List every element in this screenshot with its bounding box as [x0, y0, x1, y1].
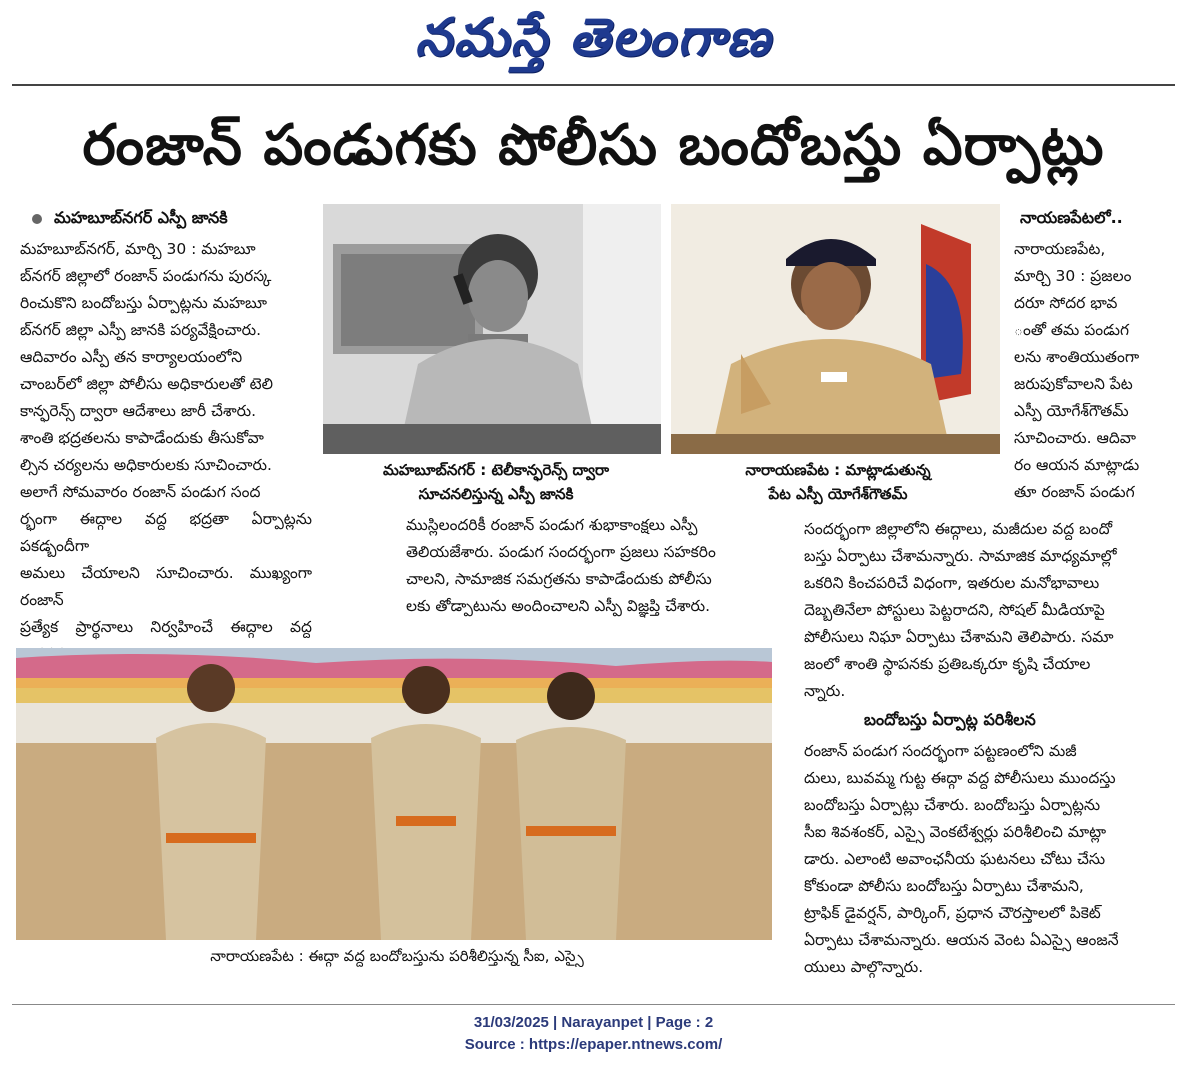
photo-caption-3: నారాయణపేట : ఈద్గా వద్ద బందోబస్తును పరిశీలిస్తున్న సీఐ, ఎస్సై: [210, 947, 584, 965]
text-line: బ్‌నగర్ జిల్లా ఎస్పీ జానకి పర్యవేక్షించారు.: [20, 321, 262, 339]
text-line: బందోబస్తు ఏర్పాట్లు చేశారు. బందోబస్తు ఏర్పాట్లను: [804, 796, 1101, 814]
sub-heading: బందోబస్తు ఏర్పాట్ల పరిశీలన: [864, 710, 1036, 729]
masthead-logo: నమస్తే తెలంగాణ: [415, 8, 772, 68]
article-column-1: [20, 236, 312, 636]
masthead-divider: [12, 84, 1175, 86]
text-line: సీఐ శివశంకర్, ఎస్సై వెంకటేశ్వర్లు పరిశీలించి మాట్లా: [804, 823, 1107, 841]
text-line: ల్సిన చర్యలను అధికారులకు సూచించారు.: [20, 456, 272, 474]
article-column-2: [406, 512, 766, 624]
text-line: చాలని, సామాజిక సమగ్రతను కాపాడేందుకు పోలీసు: [406, 570, 712, 588]
text-line: సందర్భంగా జిల్లాలోని ఈద్గాలు, మజీదుల వద్ద బందో: [804, 520, 1113, 538]
text-line: నారాయణపేట,: [1014, 240, 1106, 258]
text-line: దెబ్బతినేలా పోస్టులు పెట్టరాదని, సోషల్ మీడియాపై: [804, 601, 1105, 619]
caption-line: నారాయణపేట : మాట్లాడుతున్న: [745, 461, 931, 479]
article-column-3: [1014, 236, 1162, 508]
text-line: లను శాంతియుతంగా: [1014, 348, 1140, 366]
text-line: అలాగే సోమవారం రంజాన్ పండుగ సంద: [20, 483, 261, 501]
text-line: దులు, బువమ్మ గుట్ట ఈద్గా వద్ద పోలీసులు ముందస్తు: [804, 769, 1116, 787]
text-line: జరుపుకోవాలని పేట: [1014, 375, 1133, 393]
bullet-icon: [32, 214, 42, 224]
text-line: డారు. ఎలాంటి అవాంఛనీయ ఘటనలు చోటు చేసు: [804, 850, 1106, 868]
caption-line: మహబూబ్‌నగర్ : టెలీకాన్ఫరెన్స్ ద్వారా: [382, 461, 610, 479]
byline: [32, 208, 228, 231]
text-line: ఆదివారం ఎస్పీ తన కార్యాలయంలోని: [20, 348, 243, 366]
footer-date-page: 31/03/2025 | Narayanpet | Page : 2: [473, 1014, 714, 1031]
text-line: బస్తు ఏర్పాటు చేశామన్నారు. సామాజిక మాధ్యమాల్లో: [804, 547, 1117, 565]
footer-source: Source : https://epaper.ntnews.com/: [464, 1036, 723, 1053]
text-line: న్నారు.: [804, 682, 846, 700]
photo-sp-yogesh-goutham: [671, 204, 1000, 454]
text-line: ఏర్పాటు చేశామన్నారు. ఆయన వెంట ఏఎస్సై ఆంజనే: [804, 931, 1119, 949]
text-line: రించుకొని బందోబస్తు ఏర్పాట్లను మహబూ: [20, 294, 268, 312]
text-line: పోలీసులు నిఘా ఏర్పాటు చేశామని తెలిపారు. సమా: [804, 628, 1114, 646]
photo-sp-janaki: [323, 204, 661, 454]
text-line: జంలో శాంతి స్థాపనకు ప్రతిఒక్కరూ కృషి చేయాల: [804, 655, 1091, 673]
text-line: మహబూబ్‌నగర్, మార్చి 30 : మహబూ: [20, 240, 256, 258]
text-line: ర్భంగా ఈద్గాల వద్ద భద్రతా ఏర్పాట్లను పకడ్బందీగా: [20, 510, 312, 555]
text-line: శాంతి భద్రతలను కాపాడేందుకు తీసుకోవా: [20, 429, 264, 447]
headline: రంజాన్ పండుగకు పోలీసు బందోబస్తు ఏర్పాట్లు: [82, 113, 1105, 178]
text-line: అమలు చేయాలని సూచించారు. ముఖ్యంగా రంజాన్: [20, 564, 312, 609]
text-line: బ్‌నగర్ జిల్లాలో రంజాన్ పండుగను పురస్క: [20, 267, 272, 285]
text-line: మార్చి 30 : ప్రజలం: [1014, 267, 1132, 285]
text-line: తూ రంజాన్ పండుగ: [1014, 483, 1135, 501]
photo-caption-2: [688, 458, 988, 506]
text-line: కోకుండా పోలీసు బందోబస్తు ఏర్పాటు చేశామని,: [804, 877, 1084, 895]
newspaper-clipping: [12, 0, 1175, 1005]
caption-line: పేట ఎస్పీ యోగేశ్‌గౌతమ్: [768, 485, 908, 503]
text-line: ట్రాఫిక్ డైవర్షన్, పార్కింగ్, ప్రధాన చౌరస్తాలలో పికెట్: [804, 904, 1101, 922]
article-column-5: [804, 738, 1162, 988]
text-line: చాంబర్‌లో జిల్లా పోలీసు అధికారులతో టెలి: [20, 375, 273, 393]
text-line: సూచించారు. ఆదివా: [1014, 429, 1137, 447]
text-line: తెలియజేశారు. పండుగ సందర్భంగా ప్రజలు సహకరిం: [406, 543, 716, 561]
text-line: ఒకరిని కించపరిచే విధంగా, ఇతరుల మనోభావాలు: [804, 574, 1100, 592]
text-line: రం ఆయన మాట్లాడు: [1014, 456, 1140, 474]
side-heading: నాయణపేటలో..: [1020, 208, 1123, 227]
text-line: రంజాన్ పండుగ సందర్భంగా పట్టణంలోని మజీ: [804, 742, 1077, 760]
text-line: ప్రత్యేక ప్రార్థనాలు నిర్వహించే ఈద్గాల వద్ద: [20, 618, 312, 636]
text-line: ఎస్పీ యోగేశ్‌గౌతమ్: [1014, 402, 1129, 420]
article-column-4: [804, 516, 1162, 706]
caption-line: సూచనలిస్తున్న ఎస్పీ జానకి: [418, 485, 574, 503]
text-line: కాన్ఫరెన్స్ ద్వారా ఆదేశాలు జారీ చేశారు.: [20, 402, 257, 420]
photo-caption-1: [340, 458, 652, 506]
text-line: ంతో తమ పండుగ: [1014, 321, 1130, 339]
text-line: ముస్లిలందరికీ రంజాన్ పండుగ శుభాకాంక్షలు ఎస్పీ: [406, 516, 698, 534]
text-line: దరూ సోదర భావ: [1014, 294, 1118, 312]
text-line: లకు తోడ్పాటును అందించాలని ఎస్పీ విజ్ఞప్తి చేశారు.: [406, 597, 711, 615]
photo-officers-eidgah: [16, 648, 772, 940]
text-line: యులు పాల్గొన్నారు.: [804, 958, 924, 976]
byline-text: మహబూబ్‌నగర్ ఎస్పీ జానకి: [54, 208, 228, 227]
